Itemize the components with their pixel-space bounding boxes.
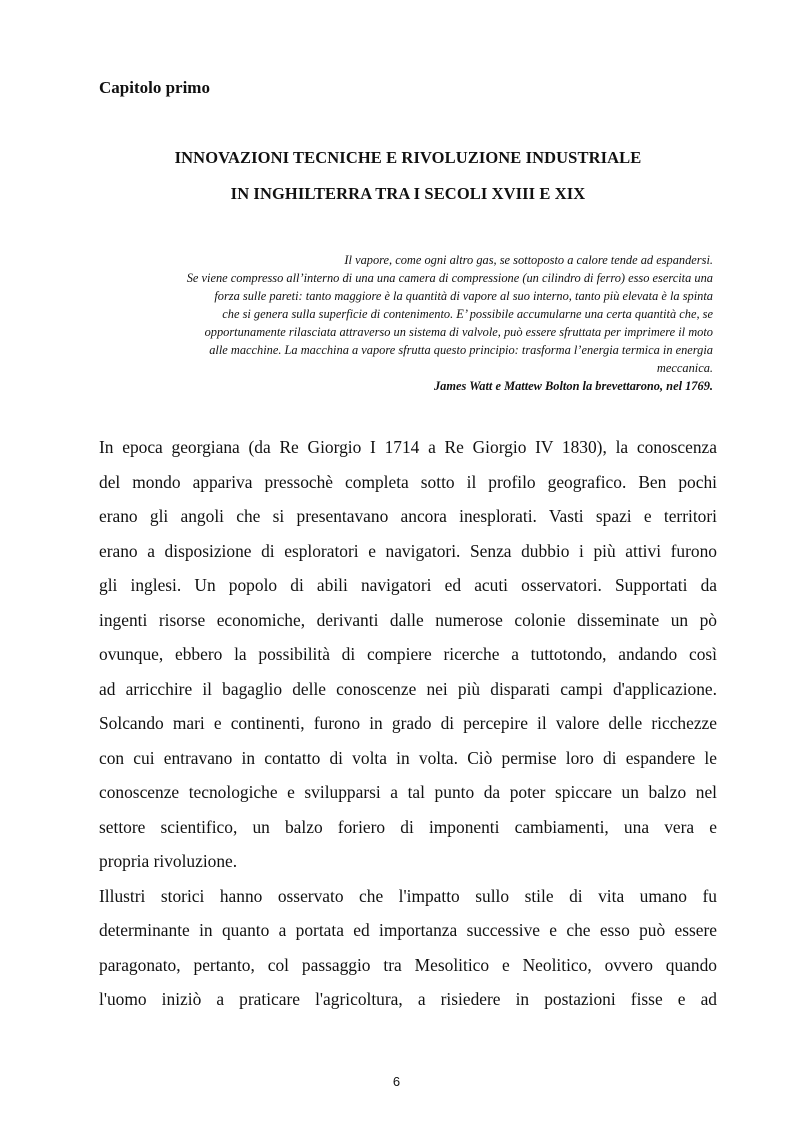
- body-line: ingenti risorse economiche, derivanti dalle numerose colonie disseminate un pò: [99, 609, 717, 630]
- body-paragraphs: [99, 430, 717, 1017]
- body-line: del mondo appariva pressochè completa sotto il profilo geografico. Ben pochi: [99, 471, 717, 492]
- epigraph-line: opportunamente rilasciata attraverso un sistema di valvole, può essere sfruttata per imprimere il moto: [204, 325, 713, 339]
- body-line: paragonato, pertanto, col passaggio tra Mesolitico e Neolitico, ovvero quando: [99, 954, 717, 975]
- epigraph-line: meccanica.: [656, 361, 713, 375]
- body-line: conoscenze tecnologiche e svilupparsi a tal punto da poter spiccare un balzo nel: [99, 782, 717, 802]
- body-line: propria rivoluzione.: [99, 851, 238, 871]
- body-line: determinante in quanto a portata ed importanza successive e che esso può essere: [99, 920, 717, 940]
- epigraph-line: che si genera sulla superficie di contenimento. E’ possibile accumularne una certa quantità che, se: [222, 307, 713, 321]
- body-line: settore scientifico, un balzo foriero di imponenti cambiamenti, una vera e: [99, 816, 717, 837]
- epigraph-line: Se viene compresso all’interno di una una camera di compressione (un cilindro di ferro) esso esercita una: [186, 271, 713, 285]
- epigraph-line: alle macchine. La macchina a vapore sfrutta questo principio: trasforma l’energia termica in energia: [209, 343, 713, 357]
- body-line: l'uomo iniziò a praticare l'agricoltura, a risiedere in postazioni fisse e ad: [99, 989, 717, 1009]
- epigraph-attribution: James Watt e Mattew Bolton la brevettarono, nel 1769.: [433, 379, 713, 393]
- body-line: con cui entravano in contatto di volta in volta. Ciò permise loro di espandere le: [99, 747, 717, 768]
- body-line: Solcando mari e continenti, furono in grado di percepire il valore delle ricchezze: [99, 713, 717, 733]
- body-line: ovunque, ebbero la possibilità di compiere ricerche a tuttotondo, andando così: [99, 644, 717, 664]
- epigraph-line: Il vapore, come ogni altro gas, se sottoposto a calore tende ad espandersi.: [344, 253, 713, 267]
- body-line: gli inglesi. Un popolo di abili navigatori ed acuti osservatori. Supportati da: [99, 575, 717, 595]
- epigraph-line: forza sulle pareti: tanto maggiore è la quantità di vapore al suo interno, tanto più elevata è la spinta: [214, 289, 713, 303]
- body-line: ad arricchire il bagaglio delle conoscenze nei più disparati campi d'applicazione.: [99, 678, 717, 699]
- chapter-label: Capitolo primo: [99, 78, 210, 97]
- body-line: In epoca georgiana (da Re Giorgio I 1714 a Re Giorgio IV 1830), la conoscenza: [99, 437, 717, 457]
- chapter-title-line-1: INNOVAZIONI TECNICHE E RIVOLUZIONE INDUSTRIALE: [174, 148, 642, 167]
- body-line: erano gli angoli che si presentavano ancora inesplorati. Vasti spazi e territori: [99, 506, 717, 526]
- body-line: erano a disposizione di esploratori e navigatori. Senza dubbio i più attivi furono: [99, 540, 717, 561]
- epigraph: [96, 251, 717, 395]
- page-number: 6: [392, 1074, 401, 1089]
- body-line: Illustri storici hanno osservato che l'impatto sullo stile di vita umano fu: [99, 885, 717, 906]
- chapter-title-line-2: IN INGHILTERRA TRA I SECOLI XVIII E XIX: [230, 184, 586, 203]
